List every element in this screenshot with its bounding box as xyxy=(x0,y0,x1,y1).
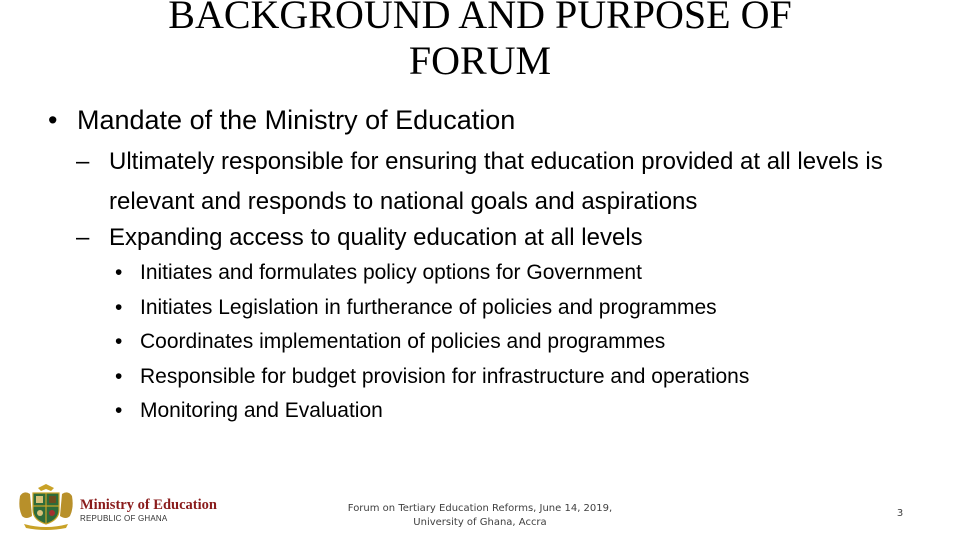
footer-line-2: University of Ghana, Accra xyxy=(413,517,547,528)
sub-bullet xyxy=(76,218,909,258)
sub-bullet-text: Expanding access to quality education at all levels xyxy=(109,224,643,251)
list-item xyxy=(115,325,749,360)
bullet-marker: • xyxy=(115,330,123,354)
logo-subtitle: REPUBLIC OF GHANA xyxy=(80,514,168,523)
list-item-text: Monitoring and Evaluation xyxy=(140,399,383,423)
logo-name: Ministry of Education xyxy=(80,497,217,513)
list-item-text: Initiates Legislation in furtherance of policies and programmes xyxy=(140,295,717,319)
bullet-marker: • xyxy=(115,399,123,423)
sub-sub-bullet-list xyxy=(115,256,749,429)
bullet-marker: • xyxy=(115,261,123,284)
dash-marker: – xyxy=(76,148,90,175)
dash-marker: – xyxy=(76,224,90,251)
sub-bullet-text: Ultimately responsible for ensuring that education provided at all levels is relevant and responds to national goals and aspirations xyxy=(109,148,883,215)
footer-line-1: Forum on Tertiary Education Reforms, June 14, 2019, xyxy=(347,503,613,514)
title-line-1: BACKGROUND AND PURPOSE OF xyxy=(168,0,792,37)
slide-title xyxy=(60,0,900,84)
main-bullet-text: Mandate of the Ministry of Education xyxy=(77,105,516,135)
list-item-text: Initiates and formulates policy options for Government xyxy=(140,261,642,284)
list-item xyxy=(115,291,749,326)
footer-event-info xyxy=(330,502,630,530)
ministry-logo xyxy=(14,482,224,530)
list-item-text: Coordinates implementation of policies and programmes xyxy=(140,330,666,354)
title-line-2: FORUM xyxy=(408,38,552,83)
ghana-coat-of-arms-icon xyxy=(14,482,78,530)
page-number: 3 xyxy=(896,508,904,519)
list-item xyxy=(115,360,749,395)
bullet-marker: • xyxy=(115,295,123,319)
list-item xyxy=(115,394,749,429)
list-item-text: Responsible for budget provision for infrastructure and operations xyxy=(140,364,750,388)
bullet-marker: • xyxy=(48,105,58,135)
list-item xyxy=(115,256,749,291)
sub-bullet xyxy=(76,142,909,222)
bullet-marker: • xyxy=(115,364,123,388)
